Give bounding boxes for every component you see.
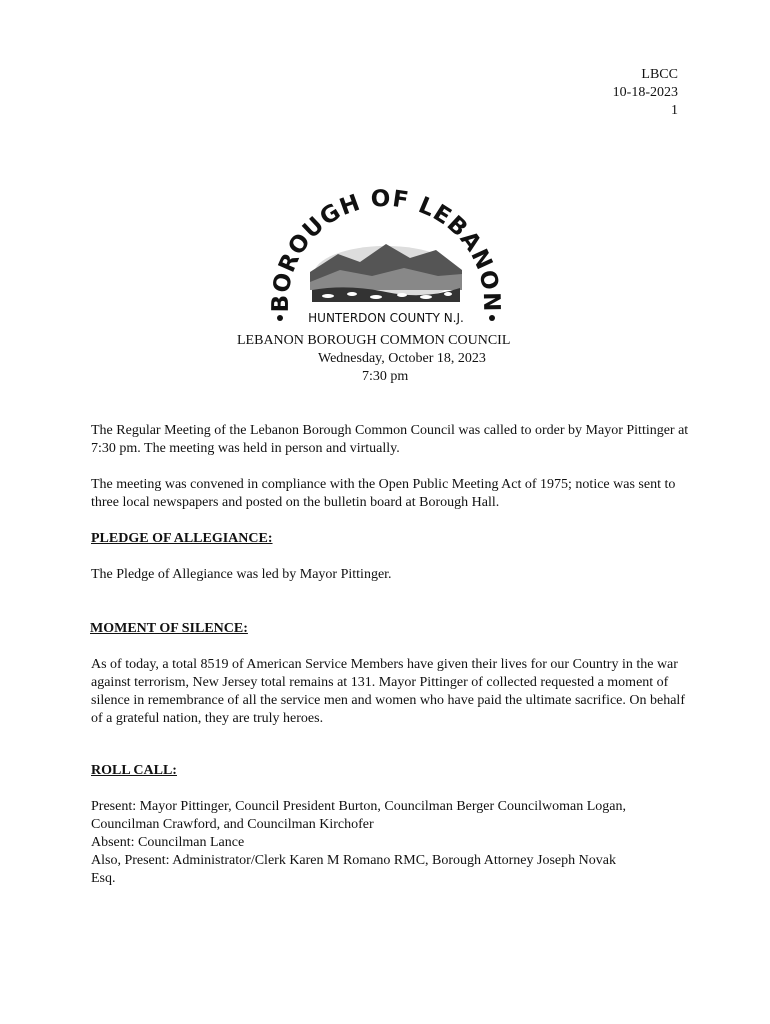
pledge-heading: PLEDGE OF ALLEGIANCE: — [91, 531, 273, 546]
page-header — [613, 66, 678, 120]
meeting-title-block — [0, 332, 770, 386]
silence-section — [90, 620, 690, 638]
silence-text: As of today, a total 8519 of American Service Members have given their lives for our Country in the war against terrorism, New Jersey total remains at 131. Mayor Pittinger of collected requested a moment of silence in remembrance of all the service men and women who have paid the ultimate sacrifice. On behalf of a grateful nation, they are truly heroes. — [91, 657, 685, 726]
pledge-section — [91, 530, 691, 548]
absent-list: Absent: Councilman Lance — [91, 835, 245, 850]
header-code: LBCC — [641, 67, 678, 82]
header-date: 10-18-2023 — [612, 85, 678, 100]
seal-county-text: HUNTERDON COUNTY N.J. — [308, 311, 464, 325]
roll-call-details — [91, 798, 636, 888]
pledge-text: The Pledge of Allegiance was led by Mayor Pittinger. — [91, 567, 392, 582]
borough-seal-logo — [268, 186, 504, 326]
also-present-list: Also, Present: Administrator/Clerk Karen M Romano RMC, Borough Attorney Joseph Novak Esq. — [91, 853, 616, 886]
seal-arc-text: BOROUGH OF LEBANON — [268, 186, 504, 313]
silence-heading: MOMENT OF SILENCE: — [90, 621, 248, 636]
council-name: LEBANON BOROUGH COMMON COUNCIL — [237, 333, 511, 348]
meeting-time: 7:30 pm — [362, 369, 409, 384]
compliance-paragraph: The meeting was convened in compliance with the Open Public Meeting Act of 1975; notice was sent to three local newspapers and posted on the bulletin board at Borough Hall. — [91, 477, 676, 510]
page-number: 1 — [671, 103, 678, 118]
meeting-date: Wednesday, October 18, 2023 — [318, 351, 486, 366]
present-list: Present: Mayor Pittinger, Council President Burton, Councilman Berger Councilwoman Logan, Councilman Crawford, and Councilman Kirchofer — [91, 799, 626, 832]
silence-text-block — [91, 656, 691, 728]
roll-call-section — [91, 762, 691, 780]
call-to-order-paragraph: The Regular Meeting of the Lebanon Borough Common Council was called to order by Mayor Pittinger at 7:30 pm. The meeting was held in person and virtually. — [91, 423, 689, 456]
roll-call-heading: ROLL CALL: — [91, 763, 177, 778]
pledge-text-block — [91, 566, 691, 584]
